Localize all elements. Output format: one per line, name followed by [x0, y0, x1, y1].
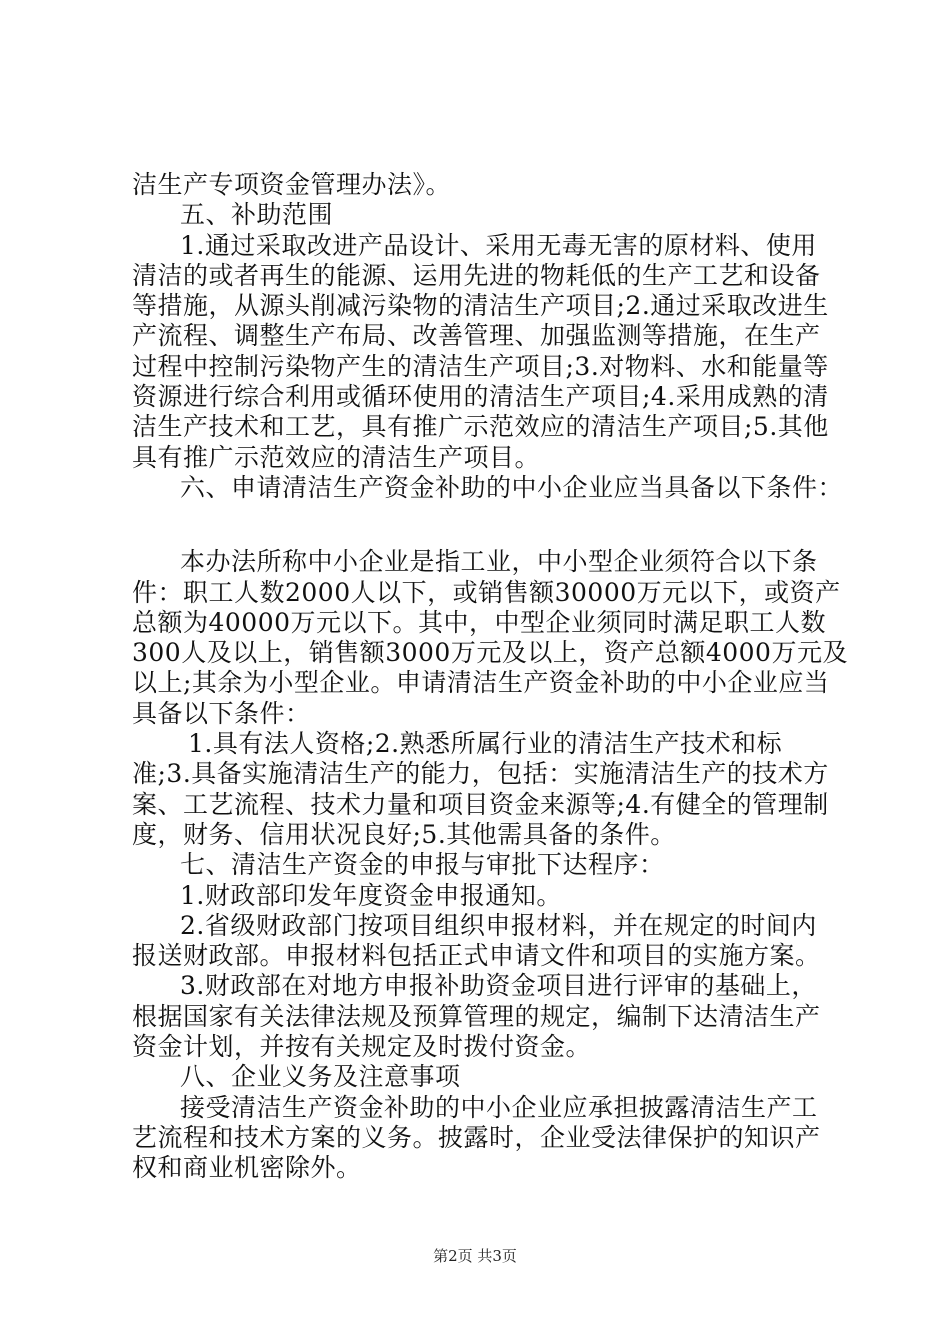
paragraph-line: 洁生产技术和工艺，具有推广示范效应的清洁生产项目;5.其他 [132, 412, 829, 442]
paragraph-line: 资金计划，并按有关规定及时拨付资金。 [132, 1032, 592, 1062]
paragraph-line: 洁生产专项资金管理办法》。 [132, 170, 452, 199]
page-number-footer: 第2页 共3页 [433, 1247, 517, 1265]
paragraph-line: 清洁的或者再生的能源、运用先进的物耗低的生产工艺和设备 [132, 260, 821, 290]
paragraph-line: 总额为40000万元以下。其中，中型企业须同时满足职工人数 [132, 607, 827, 637]
section-heading-procedure: 七、清洁生产资金的申报与审批下达程序： [180, 850, 665, 880]
paragraph-line: 接受清洁生产资金补助的中小企业应承担披露清洁生产工 [180, 1092, 818, 1122]
paragraph-line: 2.省级财政部门按项目组织申报材料，并在规定的时间内 [180, 910, 817, 940]
paragraph-line: 本办法所称中小企业是指工业，中小型企业须符合以下条 [180, 547, 818, 577]
paragraph-line: 3.财政部在对地方申报补助资金项目进行评审的基础上， [180, 971, 817, 1001]
paragraph-line: 产流程、调整生产布局、改善管理、加强监测等措施，在生产 [132, 321, 821, 351]
paragraph-line: 300人及以上，销售额3000万元及以上，资产总额4000万元及 [132, 638, 848, 668]
paragraph-line: 等措施，从源头削减污染物的清洁生产项目;2.通过采取改进生 [132, 291, 829, 321]
paragraph-line: 根据国家有关法律法规及预算管理的规定，编制下达清洁生产 [132, 1001, 821, 1031]
paragraph-line: 1.具有法人资格;2.熟悉所属行业的清洁生产技术和标 [188, 729, 783, 759]
paragraph-line: 具备以下条件： [132, 698, 311, 728]
paragraph-line: 过程中控制污染物产生的清洁生产项目;3.对物料、水和能量等 [132, 351, 829, 381]
paragraph-line: 准;3.具备实施清洁生产的能力，包括：实施清洁生产的技术方 [132, 759, 829, 789]
paragraph-line: 资源进行综合利用或循环使用的清洁生产项目;4.采用成熟的清 [132, 382, 829, 412]
section-heading-obligations: 八、企业义务及注意事项 [180, 1062, 461, 1092]
paragraph-line: 报送财政部。申报材料包括正式申请文件和项目的实施方案。 [132, 941, 821, 971]
paragraph-line: 度，财务、信用状况良好;5.其他需具备的条件。 [132, 819, 676, 849]
paragraph-line: 权和商业机密除外。 [132, 1153, 362, 1183]
paragraph-spacer [132, 503, 832, 547]
paragraph-line: 1.财政部印发年度资金申报通知。 [180, 880, 562, 910]
paragraph-line: 具有推广示范效应的清洁生产项目。 [132, 442, 541, 472]
paragraph-line: 以上;其余为小型企业。申请清洁生产资金补助的中小企业应当 [132, 668, 830, 698]
paragraph-line: 件：职工人数2000人以下，或销售额30000万元以下，或资产 [132, 577, 841, 607]
paragraph-line: 艺流程和技术方案的义务。披露时，企业受法律保护的知识产 [132, 1122, 821, 1152]
section-heading-conditions: 六、申请清洁生产资金补助的中小企业应当具备以下条件： [180, 472, 844, 502]
paragraph-line: 1.通过采取改进产品设计、采用无毒无害的原材料、使用 [180, 230, 817, 260]
section-heading-scope: 五、补助范围 [180, 200, 334, 230]
paragraph-line: 案、工艺流程、技术力量和项目资金来源等;4.有健全的管理制 [132, 789, 829, 819]
document-body [132, 170, 848, 1184]
